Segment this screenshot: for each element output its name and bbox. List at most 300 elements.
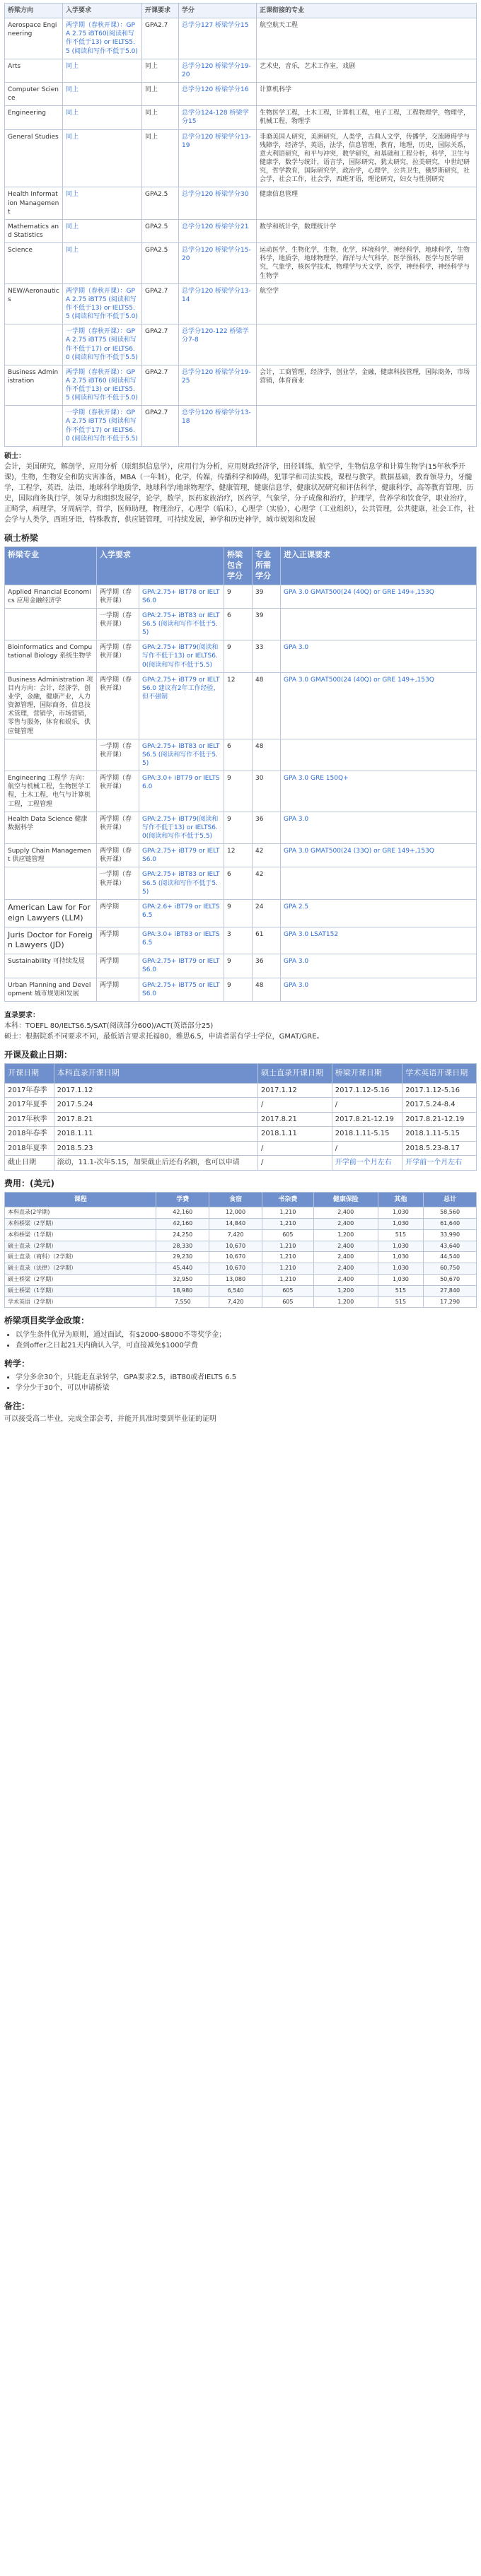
table-row <box>5 1098 477 1113</box>
t1-cell-open: GPA2.7 <box>142 406 179 447</box>
t2-cell-req: GPA:3.0+ iBT79 or IELTS6.0 <box>139 771 224 812</box>
t4-cell: 本科桥梁（2学期） <box>5 1218 156 1229</box>
t4-cell: 61,640 <box>424 1218 477 1229</box>
dates-table <box>4 1063 477 1171</box>
t4-header: 健康保险 <box>313 1193 378 1207</box>
lang-req-line1: 本科：TOEFL 80/IELTS6.5/SAT(阅读部分600)/ACT(英语部分25) <box>4 1021 214 1030</box>
t4-cell: 2,400 <box>313 1241 378 1252</box>
t2-cell-term: 一学期（春秋开课） <box>97 867 139 899</box>
t4-cell: 1,210 <box>262 1207 313 1219</box>
t4-cell: 1,030 <box>378 1241 423 1252</box>
t4-cell: 硕士桥梁（2学期） <box>5 1274 156 1285</box>
t3-cell: 开学前一个月左右 <box>402 1156 477 1171</box>
t4-cell: 硕士桥梁（1学期） <box>5 1285 156 1296</box>
t2-cell-bc: 3 <box>224 927 253 954</box>
t4-cell: 12,000 <box>209 1207 262 1219</box>
t4-cell: 44,540 <box>424 1252 477 1263</box>
t4-cell: 1,210 <box>262 1241 313 1252</box>
undergrad-bridge-table <box>4 3 477 447</box>
t4-cell: 2,400 <box>313 1252 378 1263</box>
table-row <box>5 954 477 978</box>
t4-cell: 学术英语（2学期） <box>5 1296 156 1308</box>
t2-cell-enter: GPA 3.0 GMAT500(24 (33Q) or GRE 149+,153Q <box>281 844 477 867</box>
t2-cell-term: 两学期 <box>97 899 139 927</box>
t4-cell: 1,210 <box>262 1263 313 1275</box>
t2-header: 专业所需学分 <box>253 547 281 585</box>
table-row <box>5 324 477 365</box>
t4-cell: 7,420 <box>209 1296 262 1308</box>
t2-cell-req: GPA:2.75+ iBT83 or IELTS6.5 (阅读和写作不低于5.5) <box>139 867 224 899</box>
t3-cell: 2017年夏季 <box>5 1098 54 1113</box>
t2-cell-bc: 9 <box>224 640 253 672</box>
t4-cell: 2,400 <box>313 1274 378 1285</box>
t1-cell-credit: 总学分120 桥梁学分30 <box>179 187 257 219</box>
t1-cell-major: 健康信息管理 <box>257 187 477 219</box>
t3-cell: 2018.5.23 <box>54 1141 257 1156</box>
t2-cell-bc: 9 <box>224 812 253 843</box>
t4-cell: 50,670 <box>424 1274 477 1285</box>
t4-cell: 本科直录(2学期) <box>5 1207 156 1219</box>
t4-cell: 7,420 <box>209 1229 262 1241</box>
t2-cell-major: Supply Chain Management 供应链管理 <box>5 844 97 867</box>
t1-cell-req: 同上 <box>63 106 142 129</box>
t2-cell-major: Urban Planning and Development 城市规划和发展 <box>5 978 97 1001</box>
t2-cell-term: 一学期（春秋开课） <box>97 608 139 640</box>
list-item: • 以学生条件优异为原则，通过面试，有$2000-$8000不等奖学金； <box>16 1330 477 1340</box>
t2-cell-major: Bioinformatics and Computational Biology 系统生物学 <box>5 640 97 672</box>
t4-header: 总计 <box>424 1193 477 1207</box>
t2-cell-bc: 12 <box>224 844 253 867</box>
t4-cell: 2,400 <box>313 1263 378 1275</box>
t2-cell-bc: 6 <box>224 739 253 771</box>
t1-cell-credit: 总学分120 桥梁学分13-14 <box>179 283 257 324</box>
t1-cell-open: 同上 <box>142 106 179 129</box>
t1-cell-credit: 总学分120 桥梁学分19-25 <box>179 365 257 406</box>
t4-cell: 1,030 <box>378 1263 423 1275</box>
t1-cell-credit: 总学分120 桥梁学分15-20 <box>179 243 257 284</box>
t3-cell: 2018.1.11 <box>54 1127 257 1142</box>
table-row <box>5 243 477 284</box>
transfer-title: 转学： <box>4 1358 30 1369</box>
t1-cell-credit: 总学分120 桥梁学分16 <box>179 82 257 105</box>
table-row <box>5 365 477 406</box>
t1-header: 桥梁方向 <box>5 4 63 18</box>
t1-cell-major: 计算机科学 <box>257 82 477 105</box>
t2-cell-req: GPA:2.75+ iBT79 or IELTS6.0 <box>139 844 224 867</box>
t1-cell-req: 两学期（春秋开课）：GPA 2.75 iBT60(阅读和写作不低于13) or IELTS5.5 (阅读和写作不低于5.0) <box>63 18 142 59</box>
t1-cell-credit: 总学分120 桥梁学分13-19 <box>179 129 257 187</box>
masters-bridge-table <box>4 546 477 1002</box>
t1-cell-open: GPA2.7 <box>142 324 179 365</box>
t4-cell: 28,330 <box>156 1241 209 1252</box>
t3-cell: 2018.1.11 <box>258 1127 332 1142</box>
t4-cell: 42,160 <box>156 1207 209 1219</box>
t2-cell-mc: 39 <box>253 608 281 640</box>
t1-cell-dir: Arts <box>5 59 63 82</box>
t2-cell-term: 一学期（春秋开课） <box>97 739 139 771</box>
t2-cell-major: Business Administration 项目内方向：会计，经济学，创业学，金融，健康产业，人力资源管理，国际商务，信息技术管理，营销学，市场营销，零售与服务，体育和娱乐，供应链管理 <box>5 672 97 739</box>
t2-cell-term: 两学期 <box>97 978 139 1001</box>
t2-cell-enter: GPA 3.0 LSAT152 <box>281 927 477 954</box>
t4-cell: 605 <box>262 1285 313 1296</box>
t2-cell-major: American Law for Foreign Lawyers (LLM) <box>5 899 97 927</box>
t2-cell-enter <box>281 608 477 640</box>
t1-cell-dir: Aerospace Engineering <box>5 18 63 59</box>
t4-cell: 2,400 <box>313 1218 378 1229</box>
t3-cell: 开学前一个月左右 <box>332 1156 402 1171</box>
scholarship-title: 桥梁项目奖学金政策： <box>4 1316 90 1326</box>
t3-cell: 2018.5.23-8.17 <box>402 1141 477 1156</box>
t1-cell-open: 同上 <box>142 59 179 82</box>
table-row <box>5 187 477 219</box>
t3-cell: 2018年春季 <box>5 1127 54 1142</box>
t2-cell-major: Health Data Science 健康数据科学 <box>5 812 97 843</box>
t3-header: 开课日期 <box>5 1063 54 1083</box>
masters-bridge-title: 硕士桥梁 <box>4 532 39 543</box>
t4-header: 食宿 <box>209 1193 262 1207</box>
t2-cell-bc: 6 <box>224 608 253 640</box>
t4-cell: 10,670 <box>209 1263 262 1275</box>
t3-cell: 2018.1.11-5.15 <box>402 1127 477 1142</box>
table-row <box>5 106 477 129</box>
t2-cell-term: 两学期（春秋开课） <box>97 771 139 812</box>
t2-cell-enter: GPA 3.0 <box>281 640 477 672</box>
t2-cell-bc: 9 <box>224 978 253 1001</box>
t3-cell: 2017.1.12 <box>54 1083 257 1098</box>
t1-cell-req: 同上 <box>63 82 142 105</box>
t1-header: 入学要求 <box>63 4 142 18</box>
t3-cell: / <box>332 1141 402 1156</box>
t2-cell-major <box>5 867 97 899</box>
t1-cell-open: GPA2.7 <box>142 283 179 324</box>
t4-cell: 24,250 <box>156 1229 209 1241</box>
t2-cell-mc: 48 <box>253 739 281 771</box>
t2-cell-req: GPA:2.75+ iBT79(阅读和写作不低于13) or IELTS6.0(阅读和写作不低于5.5) <box>139 640 224 672</box>
table-row <box>5 1207 477 1219</box>
t1-cell-dir <box>5 324 63 365</box>
t4-cell: 515 <box>378 1296 423 1308</box>
t4-cell: 32,950 <box>156 1274 209 1285</box>
table-row <box>5 771 477 812</box>
t2-cell-enter: GPA 2.5 <box>281 899 477 927</box>
t2-cell-enter: GPA 3.0 GMAT500(24 (40Q) or GRE 149+,153Q <box>281 585 477 608</box>
t4-cell: 10,670 <box>209 1241 262 1252</box>
table-row <box>5 899 477 927</box>
table-row <box>5 1112 477 1127</box>
t2-cell-term: 两学期（春秋开课） <box>97 844 139 867</box>
table-row <box>5 1083 477 1098</box>
t1-cell-req: 同上 <box>63 59 142 82</box>
t4-header: 课程 <box>5 1193 156 1207</box>
table-row <box>5 1156 477 1171</box>
masters-intro-title: 硕士： <box>4 452 25 460</box>
fees-table <box>4 1192 477 1308</box>
t2-cell-enter: GPA 3.0 <box>281 954 477 978</box>
t3-cell: 2017.8.21-12.19 <box>332 1112 402 1127</box>
t4-cell: 60,750 <box>424 1263 477 1275</box>
table-row <box>5 59 477 82</box>
t1-cell-dir: Science <box>5 243 63 284</box>
t1-cell-dir: Engineering <box>5 106 63 129</box>
t2-cell-term: 两学期（春秋开课） <box>97 640 139 672</box>
fees-title: 费用：(美元) <box>4 1178 54 1188</box>
t1-cell-req: 一学期（春秋开课）：GPA 2.75 iBT75 (阅读和写作不低于17) or IELTS6.0 (阅读和写作不低于5.5) <box>63 324 142 365</box>
t2-cell-term: 两学期 <box>97 954 139 978</box>
t4-cell: 2,400 <box>313 1207 378 1219</box>
t1-cell-open: GPA2.7 <box>142 365 179 406</box>
t1-cell-credit: 总学分120 桥梁学分13-18 <box>179 406 257 447</box>
t1-cell-dir: Computer Science <box>5 82 63 105</box>
table-row <box>5 1229 477 1241</box>
t3-header: 硕士直录开课日期 <box>258 1063 332 1083</box>
t1-cell-dir: Mathematics and Statistics <box>5 219 63 242</box>
t1-cell-req: 同上 <box>63 187 142 219</box>
t4-cell: 1,210 <box>262 1218 313 1229</box>
t2-cell-enter: GPA 3.0 <box>281 812 477 843</box>
t4-cell: 45,440 <box>156 1263 209 1275</box>
t2-cell-term: 两学期 <box>97 927 139 954</box>
t2-cell-mc: 24 <box>253 899 281 927</box>
t1-cell-open: GPA2.7 <box>142 18 179 59</box>
t1-cell-req: 两学期（春秋开课）：GPA 2.75 iBT60 (阅读和写作不低于13) or IELTS5.5 (阅读和写作不低于5.0) <box>63 365 142 406</box>
table-row <box>5 1218 477 1229</box>
t4-header: 学费 <box>156 1193 209 1207</box>
table-row <box>5 672 477 739</box>
t2-cell-bc: 9 <box>224 771 253 812</box>
t3-cell: 2017.5.24 <box>54 1098 257 1113</box>
t1-cell-major <box>257 324 477 365</box>
t2-cell-term: 两学期（春秋开课） <box>97 585 139 608</box>
t2-cell-major: Juris Doctor for Foreign Lawyers (JD) <box>5 927 97 954</box>
t2-header: 桥梁专业 <box>5 547 97 585</box>
t4-cell: 1,030 <box>378 1252 423 1263</box>
t1-cell-major: 非裔美国人研究，美洲研究，人类学，古典人文学，传播学，交流障碍学与残障学，经济学，英语，法学，信息管理，教育，地理，历史，国际关系，意大利语研究，和平与冲突，数学研究，和基础和工程分析，科学，卫生与健康学，数学与统计，语言学，国际研究，犹太研究，拉美研究，中世纪研究，哲学教育，国际研究学，政治学，心理学，公共卫生，俄罗斯研究，社会学，社会工作，社会学，西班牙语，理论研究，妇女与性别研究 <box>257 129 477 187</box>
t2-header: 进入正课要求 <box>281 547 477 585</box>
table-row <box>5 844 477 867</box>
t2-cell-req: GPA:2.75+ iBT79 or IELTS6.0 <box>139 954 224 978</box>
t2-cell-req: GPA:2.75+ iBT75 or IELTS6.0 <box>139 978 224 1001</box>
t4-cell: 27,840 <box>424 1285 477 1296</box>
table-row <box>5 283 477 324</box>
t3-cell: 2017.8.21-12.19 <box>402 1112 477 1127</box>
table-row <box>5 129 477 187</box>
dates-title: 开课及截止日期： <box>4 1049 73 1060</box>
t2-cell-major <box>5 739 97 771</box>
transfer-list <box>16 1372 477 1393</box>
scholarship-list <box>16 1330 477 1351</box>
t2-cell-major: Engineering 工程学 方向：航空与机械工程，生物医学工程，土木工程，电气与计算机工程，工程管理 <box>5 771 97 812</box>
t4-cell: 1,200 <box>313 1296 378 1308</box>
t1-cell-req: 一学期（春秋开课）：GPA 2.75 iBT75 (阅读和写作不低于17) or IELTS6.0 (阅读和写作不低于5.5) <box>63 406 142 447</box>
t4-cell: 13,080 <box>209 1274 262 1285</box>
t1-cell-open: 同上 <box>142 129 179 187</box>
t1-cell-dir: NEW/Aeronautics <box>5 283 63 324</box>
table-row <box>5 1296 477 1308</box>
t1-header: 正课衔接的专业 <box>257 4 477 18</box>
t2-cell-major: Sustainability 可持续发展 <box>5 954 97 978</box>
t1-cell-major: 会计，工商管理，经济学，创业学，金融，健康科技管理，国际商务，市场营销，体育商业 <box>257 365 477 406</box>
t1-cell-credit: 总学分120 桥梁学分21 <box>179 219 257 242</box>
t3-cell: 2017年春季 <box>5 1083 54 1098</box>
t2-cell-mc: 61 <box>253 927 281 954</box>
t4-cell: 1,200 <box>313 1285 378 1296</box>
t4-header: 其他 <box>378 1193 423 1207</box>
t2-cell-bc: 12 <box>224 672 253 739</box>
t3-cell: / <box>258 1156 332 1171</box>
lang-req-line2: 硕士：根据院系不同要求不同，最低语言要求托福80，雅思6.5，申请者需有学士学位，GMAT/GRE。 <box>4 1032 324 1041</box>
t2-cell-mc: 48 <box>253 672 281 739</box>
t1-cell-req: 同上 <box>63 219 142 242</box>
lang-req-title: 直录要求： <box>4 1011 40 1019</box>
table-row <box>5 739 477 771</box>
t4-cell: 18,980 <box>156 1285 209 1296</box>
t1-header: 学分 <box>179 4 257 18</box>
list-item: • 学分少于30个，可以申请桥梁 <box>16 1383 477 1393</box>
t1-cell-major: 数学和统计学，数理统计学 <box>257 219 477 242</box>
t3-cell: 滚动，11.1-次年5.15，加果截止后还有名额，也可以申请 <box>54 1156 257 1171</box>
remarks-title: 备注： <box>4 1400 30 1411</box>
list-item: • 学分多余30个，只能走直录转学，GPA要求2.5，iBT80或者IELTS 6.5 <box>16 1372 477 1383</box>
t2-cell-major <box>5 608 97 640</box>
t2-cell-req: GPA:2.6+ iBT79 or IELTS6.5 <box>139 899 224 927</box>
t2-cell-req: GPA:2.75+ iBT79 or IELTS6.0 建议有2年工作经验，但不强制 <box>139 672 224 739</box>
t4-cell: 1,030 <box>378 1274 423 1285</box>
masters-intro-text: 会计，美国研究，解剖学，应用分析（原组织信息学），应用行为分析，应用财政经济学，田径训练，航空学，生物信息学和计算生物学(15年秋季开课)，生物，生物安全和防灾害准备，MBA（一年制），化学，传媒，传播科学和障碍，犯罪学和司法实践，课程与教学，数据基础，教育领导力，牙髓学，工程学，英语，法语，地球科学地质学，地球科学/地球物理学，健康管理，健康信息学，健康状况研究和评估科学，健康科学，高等教育管理，历史，国际商务执行学，领导力和组织发展学，论学，数学，医药家族治疗，医药学，气象学，分子成像和治疗，护理学，营养学和饮食学，职业治疗，正畸学，病理学，牙周病学，哲学，医师助理，物理治疗，心理学（临床），心理学（实验），心理学（工业组织），公共管理，公共健康，社会工作，社会学与人类学，西班牙语，特殊教育，供应链管理，可持续发展，神学和历史神学，城市规划和发展 <box>4 462 475 524</box>
t4-cell: 14,840 <box>209 1218 262 1229</box>
t1-header: 开课要求 <box>142 4 179 18</box>
table-row <box>5 1274 477 1285</box>
t3-cell: 2017.1.12-5.16 <box>402 1083 477 1098</box>
t1-cell-credit: 总学分120-122 桥梁学分7-8 <box>179 324 257 365</box>
table-row <box>5 608 477 640</box>
lang-req <box>4 1010 477 1042</box>
t2-cell-bc: 9 <box>224 899 253 927</box>
t2-cell-mc: 39 <box>253 585 281 608</box>
t3-cell: 2018年夏季 <box>5 1141 54 1156</box>
t3-cell: / <box>258 1141 332 1156</box>
table-row <box>5 978 477 1001</box>
t4-cell: 33,990 <box>424 1229 477 1241</box>
t1-cell-major: 生物医学工程，土木工程，计算机工程，电子工程，工程物理学，物理学，机械工程，物理学 <box>257 106 477 129</box>
t4-cell: 605 <box>262 1296 313 1308</box>
table-row <box>5 812 477 843</box>
t2-cell-req: GPA:2.75+ iBT83 or IELTS6.5 (阅读和写作不低于5.5) <box>139 608 224 640</box>
table-row <box>5 1127 477 1142</box>
t4-cell: 硕士直录（2学期） <box>5 1241 156 1252</box>
t3-header: 桥梁开课日期 <box>332 1063 402 1083</box>
t2-cell-term: 两学期（春秋开课） <box>97 812 139 843</box>
t2-cell-enter: GPA 3.0 <box>281 978 477 1001</box>
t4-cell: 硕士直录（商科）（2学期） <box>5 1252 156 1263</box>
t4-cell: 605 <box>262 1229 313 1241</box>
t2-cell-mc: 48 <box>253 978 281 1001</box>
t3-cell: 截止日期 <box>5 1156 54 1171</box>
t2-header: 入学要求 <box>97 547 224 585</box>
t1-cell-major: 运动医学，生物化学，生物，化学，环境科学，神经科学，地球科学，生物科学，地质学，地球物理学，海洋与大气科学，医学预科，医学与医学研究，气象学，核医学技术，物理学与天文学，医学，神经科学，神经科学与生物学 <box>257 243 477 284</box>
t2-cell-req: GPA:2.75+ iBT78 or IELTS6.0 <box>139 585 224 608</box>
t4-cell: 6,540 <box>209 1285 262 1296</box>
t2-cell-bc: 6 <box>224 867 253 899</box>
t2-cell-mc: 36 <box>253 812 281 843</box>
table-row <box>5 1141 477 1156</box>
t4-cell: 515 <box>378 1229 423 1241</box>
t1-cell-open: GPA2.5 <box>142 243 179 284</box>
t1-cell-credit: 总学分120 桥梁学分19-20 <box>179 59 257 82</box>
table-row <box>5 585 477 608</box>
t2-cell-bc: 9 <box>224 954 253 978</box>
t1-cell-req: 两学期（春秋开课）：GPA 2.75 iBT75 (阅读和写作不低于13) or IELTS5.5 (阅读和写作不低于5.0) <box>63 283 142 324</box>
t2-cell-enter <box>281 867 477 899</box>
t1-cell-dir: Business Administration <box>5 365 63 406</box>
t4-cell: 42,160 <box>156 1218 209 1229</box>
t1-cell-credit: 总学分127 桥梁学分15 <box>179 18 257 59</box>
t2-cell-mc: 42 <box>253 844 281 867</box>
t3-cell: 2017年秋季 <box>5 1112 54 1127</box>
t2-cell-term: 两学期（春秋开课） <box>97 672 139 739</box>
t2-cell-req: GPA:2.75+ iBT83 or IELTS6.5 (阅读和写作不低于5.5) <box>139 739 224 771</box>
t4-cell: 硕士直录（法律）（2学期） <box>5 1263 156 1275</box>
t1-cell-dir: General Studies <box>5 129 63 187</box>
t1-cell-open: GPA2.5 <box>142 219 179 242</box>
table-row <box>5 1263 477 1275</box>
table-row <box>5 219 477 242</box>
table-row <box>5 1252 477 1263</box>
t2-cell-bc: 9 <box>224 585 253 608</box>
t4-cell: 1,210 <box>262 1274 313 1285</box>
t3-header: 学术英语开课日期 <box>402 1063 477 1083</box>
t1-cell-open: GPA2.5 <box>142 187 179 219</box>
t1-cell-dir <box>5 406 63 447</box>
t3-header: 本科直录开课日期 <box>54 1063 257 1083</box>
t1-cell-credit: 总学分124-128 桥梁学分15 <box>179 106 257 129</box>
table-row <box>5 640 477 672</box>
table-row <box>5 82 477 105</box>
t3-cell: / <box>258 1098 332 1113</box>
table-row <box>5 927 477 954</box>
t4-cell: 29,230 <box>156 1252 209 1263</box>
t1-cell-req: 同上 <box>63 129 142 187</box>
t4-cell: 515 <box>378 1285 423 1296</box>
t2-cell-major: Applied Financial Economics 应用金融经济学 <box>5 585 97 608</box>
t4-cell: 43,640 <box>424 1241 477 1252</box>
t1-cell-major: 艺术史，音乐，艺术工作室，戏剧 <box>257 59 477 82</box>
t1-cell-open: 同上 <box>142 82 179 105</box>
t1-cell-major: 航空学 <box>257 283 477 324</box>
t2-header: 桥梁包含学分 <box>224 547 253 585</box>
t1-cell-major <box>257 406 477 447</box>
table-row <box>5 406 477 447</box>
t4-cell: 17,290 <box>424 1296 477 1308</box>
t3-cell: 2017.1.12 <box>258 1083 332 1098</box>
t3-cell: 2017.8.21 <box>258 1112 332 1127</box>
t3-cell: 2017.1.12-5.16 <box>332 1083 402 1098</box>
t1-cell-major: 航空航天工程 <box>257 18 477 59</box>
t2-cell-req: GPA:2.75+ iBT79(阅读和写作不低于13) or IELTS6.0(阅读和写作不低于5.5) <box>139 812 224 843</box>
t4-cell: 1,200 <box>313 1229 378 1241</box>
table-row <box>5 867 477 899</box>
t3-cell: 2017.8.21 <box>54 1112 257 1127</box>
t4-cell: 1,030 <box>378 1218 423 1229</box>
t3-cell: / <box>332 1098 402 1113</box>
t3-cell: 2018.1.11-5.15 <box>332 1127 402 1142</box>
t2-cell-mc: 42 <box>253 867 281 899</box>
table-row <box>5 18 477 59</box>
t2-cell-mc: 36 <box>253 954 281 978</box>
t2-cell-mc: 33 <box>253 640 281 672</box>
t2-cell-enter: GPA 3.0 GMAT500(24 (40Q) or GRE 149+,153Q <box>281 672 477 739</box>
table-row <box>5 1241 477 1252</box>
t2-cell-enter <box>281 739 477 771</box>
